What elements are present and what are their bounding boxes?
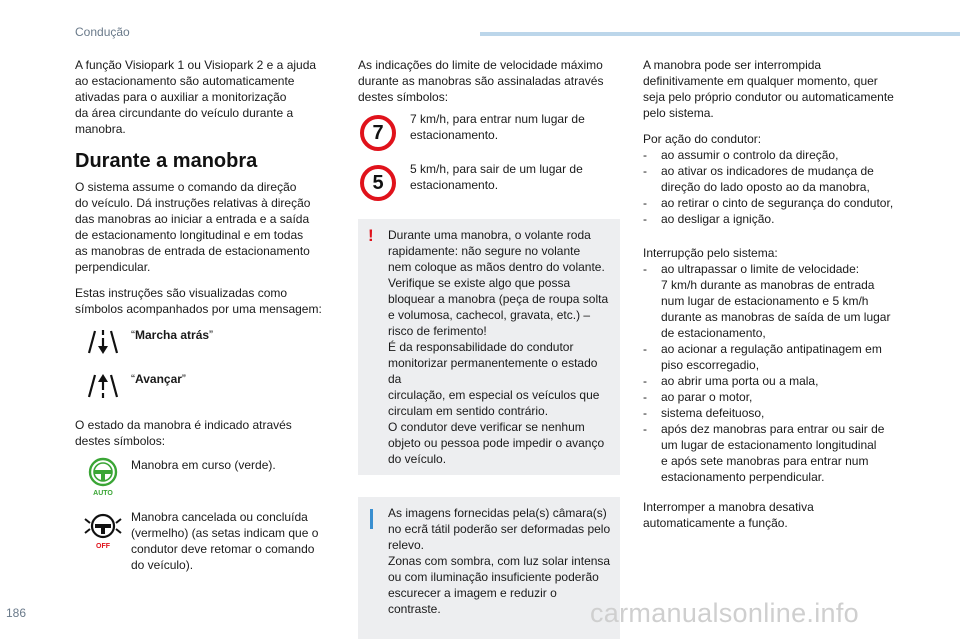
list-item: - ao parar o motor, [643, 390, 753, 404]
steering-wheel-off-icon [75, 509, 131, 551]
interrupt-intro: A manobra pode ser interrompida definitivamente em qualquer momento, quer seja pelo próprio condutor ou automaticamente pelo sistema. [643, 58, 894, 120]
column-middle [358, 57, 620, 639]
speed-intro: As indicações do limite de velocidade máximo durante as manobras são assinaladas através destes símbolos: [358, 58, 604, 104]
status-green-text: Manobra em curso (verde). [131, 458, 276, 472]
list-item: - ao ativar os indicadores de mudança de direção do lado oposto ao da manobra, [643, 164, 874, 194]
intro-paragraph: A função Visiopark 1 ou Visiopark 2 e a ajuda ao estacionamento são automaticamente ativadas para o auxiliar a monitorização da área circundante do veículo durante a manobra. [75, 58, 317, 136]
status-red-text: Manobra cancelada ou concluída (vermelho) (as setas indicam que o condutor deve retomar o comando do veículo). [131, 510, 319, 572]
status-red-badge: OFF [96, 543, 110, 550]
list-item: - após dez manobras para entrar ou sair de um lugar de estacionamento longitudinal e após sete manobras para entrar num estacionamento perpendicular. [643, 422, 885, 484]
warning-text: Durante uma manobra, o volante roda rapidamente: não segure no volante nem coloque as mãos dentro do volante. Verifique se existe algo que possa bloquear a manobra (peça de roupa solta e volumosa, cachecol, gravata, etc.) – risco de ferimento! É da responsabilidade do condutor monitorizar permanentemente o estado da circulação, em especial os veículos que circulam em sentido contrário. O condutor deve verificar se nenhum objeto ou pessoa pode impedir o avanço do veículo. [388, 228, 609, 466]
column-right [643, 57, 913, 531]
outro-paragraph: Interromper a manobra desativa automaticamente a função. [643, 500, 814, 530]
status-red-row [75, 509, 340, 573]
header-accent-bar [480, 32, 960, 36]
speed-limit-7-icon: 7 [360, 115, 396, 151]
info-text: As imagens fornecidas pela(s) câmara(s) no ecrã tátil poderão ser deformadas pelo relevo. Zonas com sombra, com luz solar intensa ou com iluminação insuficiente poderão escurecer a imagem e reduzir o contraste. [388, 506, 611, 616]
watermark: carmanualsonline.info [590, 598, 859, 628]
list-item: - ao acionar a regulação antipatinagem em piso escorregadio, [643, 342, 882, 372]
driver-list [643, 147, 913, 227]
list-item: - ao assumir o controlo da direção, [643, 148, 839, 162]
paragraph-status: O estado da manobra é indicado através destes símbolos: [75, 418, 292, 448]
list-item: - ao retirar o cinto de segurança do condutor, [643, 196, 894, 210]
warning-icon: ! [368, 226, 374, 245]
steering-wheel-auto-icon [75, 455, 131, 497]
paragraph-steering: O sistema assume o comando da direção do veículo. Dá instruções relativas à direção das manobras ao iniciar a entrada e a saída de estacionamento longitudinal e em todas as manobras de entrada de estacionamento perpendicular. [75, 180, 311, 274]
page-number: 186 [6, 606, 27, 620]
info-icon [370, 509, 373, 529]
speed-7-row [358, 111, 620, 151]
status-green-badge: AUTO [93, 490, 113, 497]
system-heading: Interrupção pelo sistema: [643, 246, 778, 260]
speed-limit-5-icon: 5 [360, 165, 396, 201]
warning-box [358, 219, 620, 475]
section-title: Condução [75, 25, 130, 39]
list-item: - sistema defeituoso, [643, 406, 765, 420]
system-list [643, 261, 913, 485]
list-item: - ao desligar a ignição. [643, 212, 775, 226]
symbol-forward-label: Avançar [135, 372, 182, 386]
status-green-row [75, 455, 340, 497]
symbol-reverse-row: “Marcha atrás” [75, 327, 340, 357]
info-box [358, 497, 620, 639]
paragraph-instructions: Estas instruções são visualizadas como símbolos acompanhados por uma mensagem: [75, 286, 322, 316]
column-left [75, 57, 340, 573]
list-item: - ao abrir uma porta ou a mala, [643, 374, 819, 388]
speed-5-text: 5 km/h, para sair de um lugar de estacionamento. [410, 162, 583, 192]
list-item: - ao ultrapassar o limite de velocidade: 7 km/h durante as manobras de entrada num lugar de estacionamento e 5 km/h durante as manobras de saída de um lugar de estacionamento, [643, 262, 891, 340]
section-heading: Durante a manobra [75, 150, 258, 172]
symbol-reverse-label: Marcha atrás [135, 328, 210, 342]
speed-7-text: 7 km/h, para entrar num lugar de estacionamento. [410, 112, 585, 142]
reverse-arrow-icon [75, 327, 131, 357]
speed-5-row [358, 161, 620, 201]
forward-arrow-icon [75, 371, 131, 401]
driver-heading: Por ação do condutor: [643, 132, 762, 146]
symbol-forward-row: “Avançar” [75, 371, 340, 401]
